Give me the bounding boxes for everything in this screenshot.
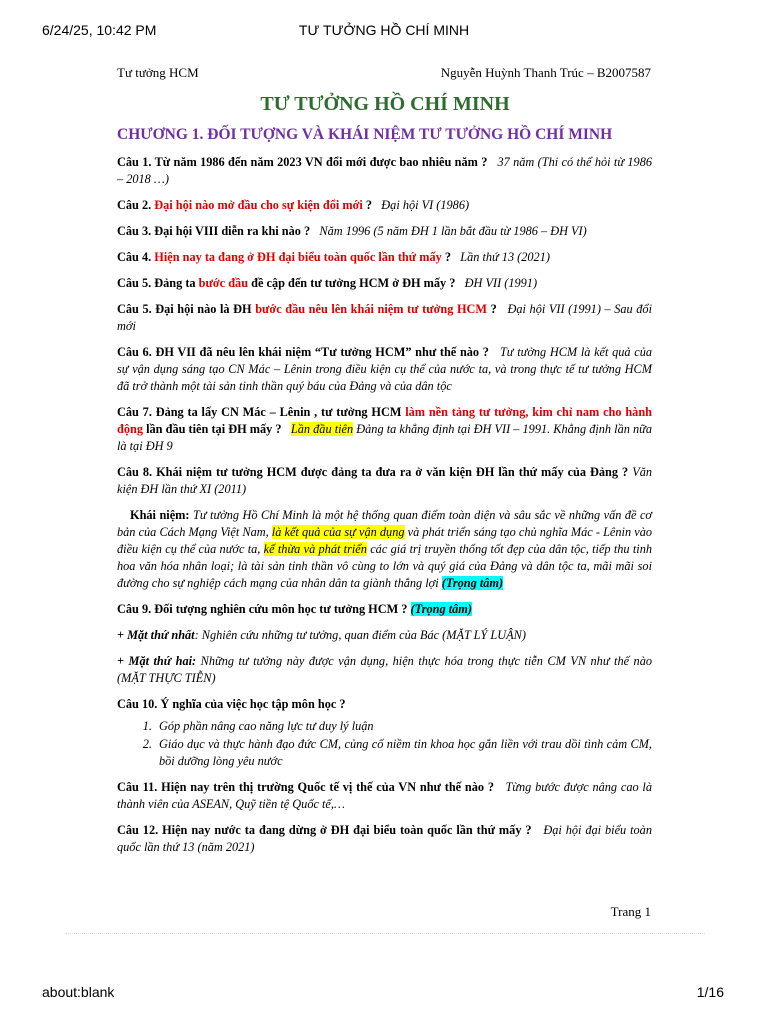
question-prefix: Câu 5. Đảng ta xyxy=(117,276,199,290)
question-suffix: ? xyxy=(362,198,373,212)
question-4 xyxy=(117,249,652,266)
answer-text: ĐH VII (1991) xyxy=(464,276,538,290)
header-subject: Tư tưởng HCM xyxy=(117,65,199,80)
concept-highlight-1: là kết quả của sự vận dụng xyxy=(271,525,405,539)
concept-highlight-2: kế thừa và phát triển xyxy=(263,542,367,556)
list-item: 2. Giáo dục và thực hành đạo đức CM, củng cố niềm tin khoa học gắn liền với trau dồi tình cảm CM, bồi dưỡng lòng yêu nước xyxy=(155,736,652,770)
question-10 xyxy=(117,696,652,713)
concept-label: Khái niệm: xyxy=(130,508,190,522)
answer-text: Đảng ta khẳng định tại ĐH VII – 1991. Khẳng định lần nữa là tại ĐH 9 xyxy=(117,422,652,453)
question-suffix: ? xyxy=(487,302,497,316)
question-suffix: đề cập đến tư tưởng HCM ở ĐH mấy ? xyxy=(248,276,456,290)
question-prefix: Câu 2. xyxy=(117,198,155,212)
question-text: Câu 1. Từ năm 1986 đến năm 2023 VN đổi mới được bao nhiêu năm ? xyxy=(117,155,488,169)
concept-text-1: Tư tưởng Hồ Chí Minh là một hệ thống quan điểm toàn diện và sâu sắc về những vấn đề cơ bản của Cách Mạng Việt Nam, xyxy=(117,508,652,539)
chapter-heading: CHƯƠNG 1. ĐỐI TƯỢNG VÀ KHÁI NIỆM TƯ TƯỞNG HỒ CHÍ MINH xyxy=(117,126,613,143)
question-8 xyxy=(117,464,652,498)
concept-text-2: và phát triển sáng tạo chủ nghĩa Mác - Lênin vào điều kiện cụ thể của nước ta, xyxy=(117,525,652,556)
browser-print-header xyxy=(0,22,768,42)
question-6 xyxy=(117,344,652,395)
answer-text: Lần thứ 13 (2021) xyxy=(460,250,550,264)
aspect-1 xyxy=(117,627,652,644)
list-item: 1. Góp phần nâng cao năng lực tư duy lý luận xyxy=(155,718,652,735)
question-prefix: Câu 7. Đảng ta lấy CN Mác – Lênin , tư tưởng HCM xyxy=(117,405,406,419)
question-text: Câu 9. Đối tượng nghiên cứu môn học tư tưởng HCM ? xyxy=(117,602,408,616)
print-page-title: TƯ TƯỞNG HỒ CHÍ MINH xyxy=(298,22,470,38)
question-text: Câu 10. Ý nghĩa của việc học tập môn học ? xyxy=(117,697,346,711)
page-divider xyxy=(65,933,705,934)
question-3 xyxy=(117,223,652,240)
question-highlight: bước đầu xyxy=(198,276,249,290)
browser-print-footer xyxy=(0,984,768,1004)
question-7 xyxy=(117,404,652,455)
concept-text-3: các giá trị truyền thống tốt đẹp của dân tộc, tiếp thu tinh hoa văn hóa nhân loại; là tài sản tinh thần vô cùng to lớn và quý giá của Đảng và dân tộc ta, mãi mãi soi đường cho sự nghiệp cách mạng của nhân dân ta giành thắng lợi xyxy=(117,542,652,590)
question-5b xyxy=(117,301,652,335)
question-1 xyxy=(117,154,652,188)
answer-text: Tư tưởng HCM là kết quả của sự vận dụng sáng tạo CN Mác – Lênin trong điều kiện cụ thể của nước ta, và trong thực tế tư tưởng HCM đã trở thành một tài sản tinh thần quý báu của Đảng và của dân tộc xyxy=(117,345,652,393)
document-title: TƯ TƯỞNG HỒ CHÍ MINH xyxy=(260,93,510,115)
answer-text: Đại hội VI (1986) xyxy=(381,198,470,212)
question-highlight: làm nền tảng tư tưởng, kim chỉ nam cho hành động xyxy=(117,405,652,436)
question-text: Câu 11. Hiện nay trên thị trường Quốc tế vị thế của VN như thế nào ? xyxy=(117,780,495,794)
aspect-label: + Mặt thứ nhất xyxy=(117,628,195,642)
print-datetime: 6/24/25, 10:42 PM xyxy=(42,22,157,38)
question-text: Câu 12. Hiện nay nước ta đang dừng ở ĐH đại biểu toàn quốc lần thứ mấy ? xyxy=(117,823,532,837)
question-text: Câu 8. Khái niệm tư tưởng HCM được đảng ta đưa ra ở văn kiện ĐH lần thứ mấy của Đảng ? xyxy=(117,465,629,479)
document-body xyxy=(117,154,652,865)
aspect-label: + Mặt thứ hai: xyxy=(117,654,197,668)
significance-list xyxy=(117,718,652,770)
question-text: Câu 3. Đại hội VIII diễn ra khi nào ? xyxy=(117,224,311,238)
answer-highlight: Lần đầu tiên xyxy=(290,422,354,436)
document-page-number: Trang 1 xyxy=(610,904,651,919)
answer-text: Văn kiện ĐH lần thứ XI (2011) xyxy=(117,465,652,496)
concept-paragraph xyxy=(117,507,652,592)
question-suffix: lần đầu tiên tại ĐH mấy ? xyxy=(142,422,282,436)
print-page-count: 1/16 xyxy=(696,984,724,1000)
question-prefix: Câu 5. Đại hội nào là ĐH xyxy=(117,302,256,316)
question-highlight: bước đầu nêu lên khái niệm tư tưởng HCM xyxy=(255,302,488,316)
answer-text: Năm 1996 (5 năm ĐH 1 lần bắt đầu từ 1986 – ĐH VI) xyxy=(319,224,587,238)
question-12 xyxy=(117,822,652,856)
print-url: about:blank xyxy=(42,984,115,1000)
aspect-2 xyxy=(117,653,652,687)
question-highlight: Đại hội nào mở đầu cho sự kiện đổi mới xyxy=(154,198,363,212)
question-suffix: ? xyxy=(441,250,451,264)
answer-text: 37 năm (Thi có thể hỏi từ 1986 – 2018 …) xyxy=(117,155,652,186)
question-highlight: Hiện nay ta đang ở ĐH đại biểu toàn quốc lần thứ mấy xyxy=(154,250,442,264)
answer-text: Đại hội VII (1991) – Sau đổi mới xyxy=(117,302,652,333)
answer-text: Đại hội đại biểu toàn quốc lần thứ 13 (năm 2021) xyxy=(117,823,652,854)
question-text: Câu 6. ĐH VII đã nêu lên khái niệm “Tư tưởng HCM” như thế nào ? xyxy=(117,345,489,359)
header-author: Nguyễn Huỳnh Thanh Trúc – B2007587 xyxy=(440,65,651,80)
aspect-text: Những tư tưởng này được vận dụng, hiện thực hóa trong thực tiễn CM VN như thế nào (MẶT THỰC TIỄN) xyxy=(117,654,653,685)
key-point-tag: (Trọng tâm) xyxy=(410,602,472,616)
question-2 xyxy=(117,197,652,214)
answer-text: Từng bước được nâng cao là thành viên của ASEAN, Quỹ tiền tệ Quốc tế,… xyxy=(117,780,652,811)
question-prefix: Câu 4. xyxy=(117,250,155,264)
question-5 xyxy=(117,275,652,292)
aspect-text: : Nghiên cứu những tư tưởng, quan điểm của Bác (MẶT LÝ LUẬN) xyxy=(194,628,526,642)
key-point-tag: (Trọng tâm) xyxy=(441,576,504,590)
document-page xyxy=(65,55,705,935)
question-11 xyxy=(117,779,652,813)
question-9 xyxy=(117,601,652,618)
